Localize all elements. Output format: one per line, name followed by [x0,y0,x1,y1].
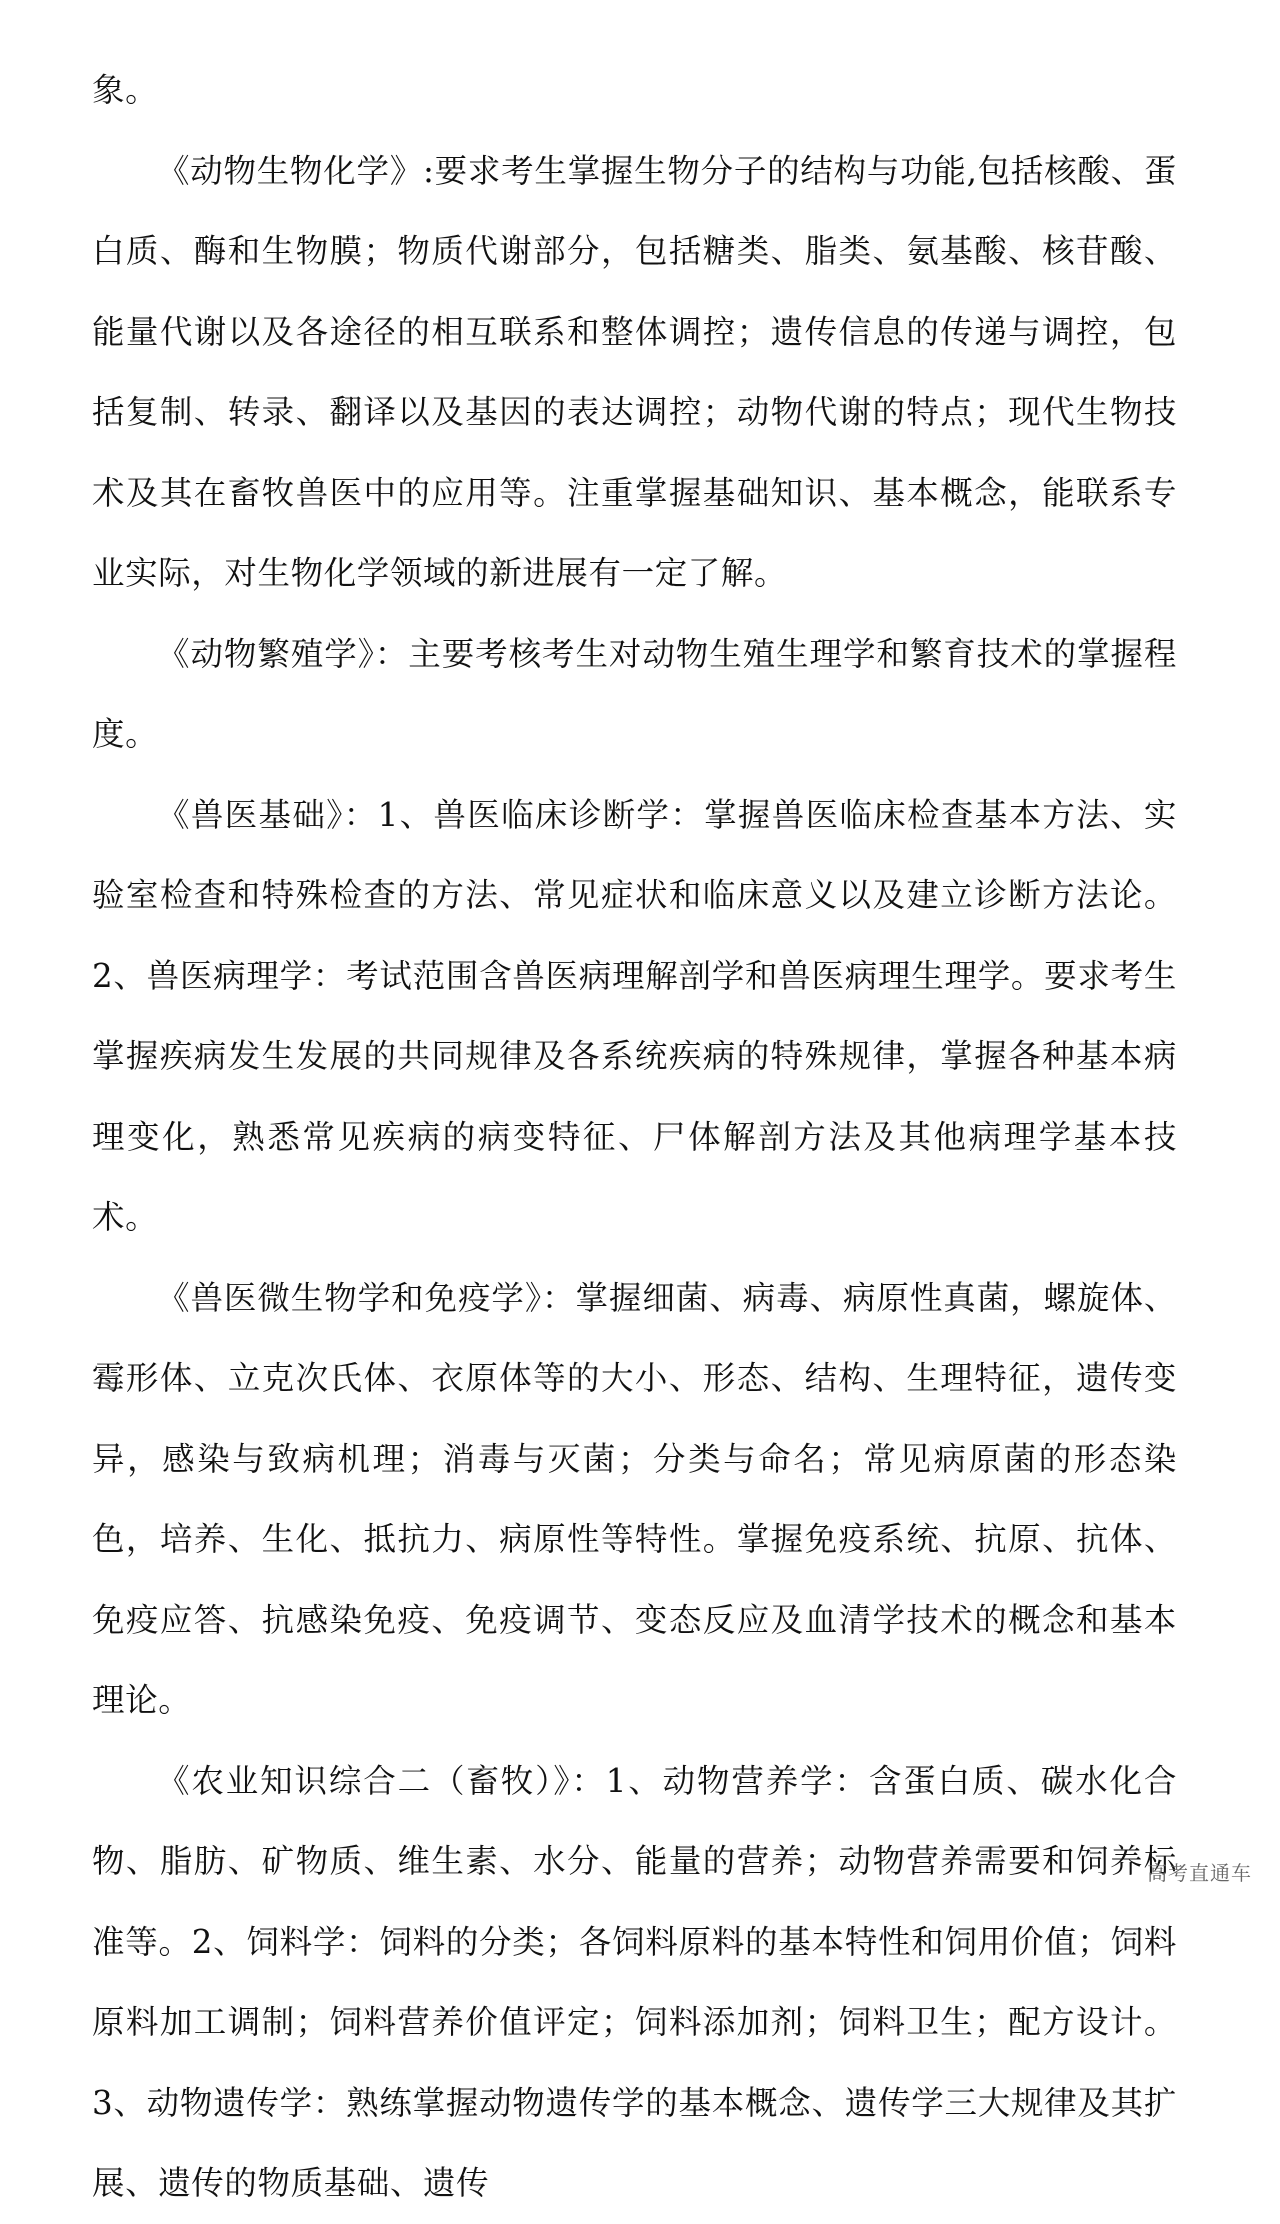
paragraph-animal-reproduction: 《动物繁殖学》：主要考核考生对动物生殖生理学和繁育技术的掌握程度。 [92,634,1177,753]
paragraph-veterinary-microbiology-immunology: 《兽医微生物学和免疫学》：掌握细菌、病毒、病原性真菌，螺旋体、霉形体、立克次氏体、衣原体等的大小、形态、结构、生理特征，遗传变异，感染与致病机理；消毒与灭菌；分类与命名；常见病原菌的形态染色，培养、生化、抵抗力、病原性等特性。掌握免疫系统、抗原、抗体、免疫应答、抗感染免疫、免疫调节、变态反应及血清学技术的概念和基本理论。 [92,1278,1177,1719]
watermark-label: 高考直通车 [1147,1861,1252,1885]
paragraph-agriculture-knowledge-two: 《农业知识综合二（畜牧）》：1、动物营养学：含蛋白质、碳水化合物、脂肪、矿物质、维生素、水分、能量的营养；动物营养需要和饲养标准等。2、饲料学：饲料的分类；各饲料原料的基本特性和饲用价值；饲料原料加工调制；饲料营养价值评定；饲料添加剂；饲料卫生；配方设计。3、动物遗传学：熟练掌握动物遗传学的基本概念、遗传学三大规律及其扩展、遗传的物质基础、遗传 [92,1761,1177,2202]
paragraph-continuation: 象。 [92,71,159,109]
paragraph-animal-biochemistry: 《动物生物化学》:要求考生掌握生物分子的结构与功能,包括核酸、蛋白质、酶和生物膜；物质代谢部分，包括糖类、脂类、氨基酸、核苷酸、能量代谢以及各途径的相互联系和整体调控；遗传信息的传递与调控，包括复制、转录、翻译以及基因的表达调控；动物代谢的特点；现代生物技术及其在畜牧兽医中的应用等。注重掌握基础知识、基本概念，能联系专业实际，对生物化学领域的新进展有一定了解。 [92,151,1177,592]
paragraph-veterinary-basics: 《兽医基础》：1、兽医临床诊断学：掌握兽医临床检查基本方法、实验室检查和特殊检查的方法、常见症状和临床意义以及建立诊断方法论。2、兽医病理学：考试范围含兽医病理解剖学和兽医病理生理学。要求考生掌握疾病发生发展的共同规律及各系统疾病的特殊规律，掌握各种基本病理变化，熟悉常见疾病的病变特征、尸体解剖方法及其他病理学基本技术。 [92,795,1177,1236]
document-body [92,50,1177,2224]
